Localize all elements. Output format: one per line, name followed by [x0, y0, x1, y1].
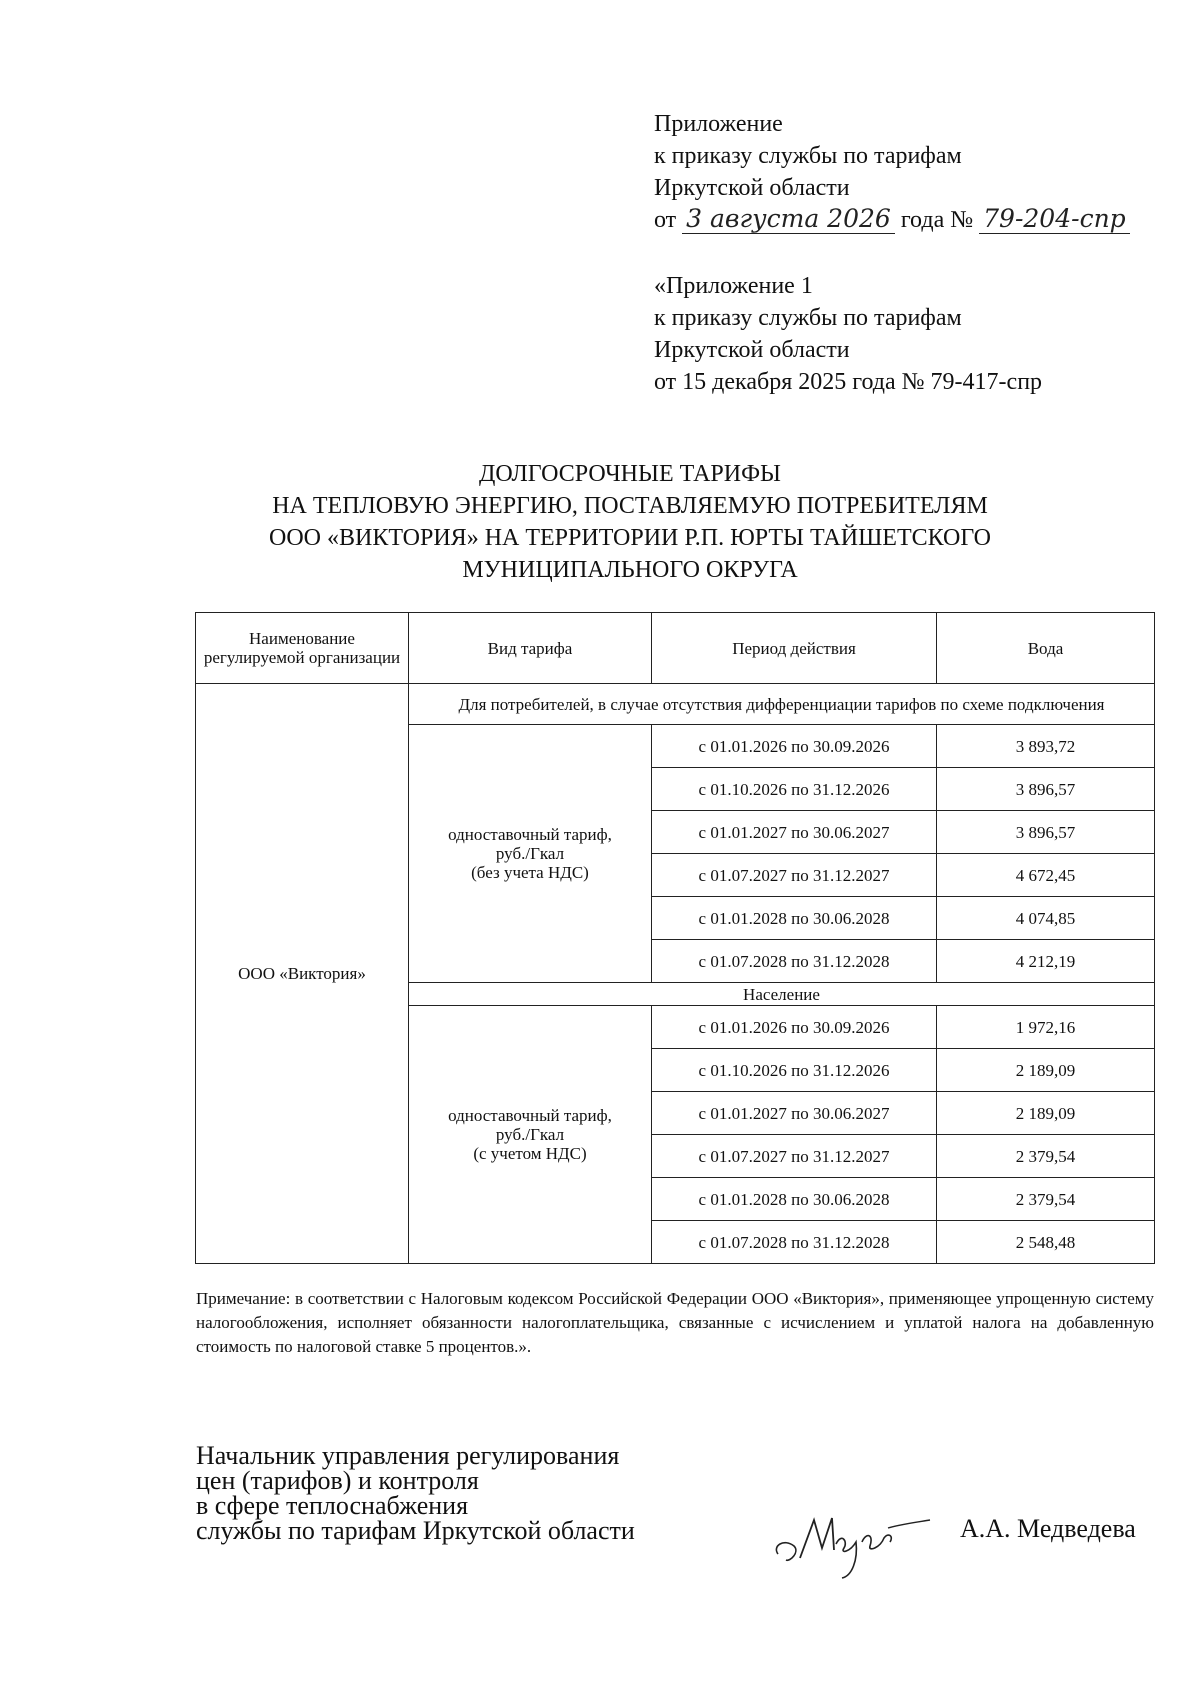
value-cell: 2 189,09: [937, 1092, 1155, 1135]
prev-annex-line-1: «Приложение 1: [654, 273, 813, 299]
period-cell: с 01.01.2026 по 30.09.2026: [652, 1006, 937, 1049]
handwritten-number-field: [979, 206, 1130, 234]
value-cell: 2 189,09: [937, 1049, 1155, 1092]
period-cell: с 01.01.2028 по 30.06.2028: [652, 1178, 937, 1221]
signer-line-2: цен (тарифов) и контроля: [196, 1466, 479, 1495]
handwritten-date-field: [682, 206, 895, 234]
value-cell: 4 212,19: [937, 940, 1155, 983]
signer-title: [196, 1443, 635, 1543]
tariff-type-cell-1: [409, 725, 652, 983]
tariff-type-2-line-2: руб./Гкал: [495, 1125, 565, 1144]
prev-annex-line-3: Иркутской области: [654, 337, 850, 363]
annex-line-2: к приказу службы по тарифам: [654, 143, 962, 169]
handwritten-number: 79-204-спр: [983, 204, 1126, 233]
period-cell: с 01.07.2027 по 31.12.2027: [652, 1135, 937, 1178]
header-period: Период действия: [652, 613, 937, 684]
document-title: [180, 458, 1080, 586]
prev-annex-line-2: к приказу службы по тарифам: [654, 305, 962, 331]
year-word: года №: [900, 207, 974, 233]
title-line-1: ДОЛГОСРОЧНЫЕ ТАРИФЫ: [479, 461, 781, 487]
header-organization: Наименование регулируемой организации: [196, 613, 409, 684]
group-label-2: Население: [409, 983, 1155, 1006]
tariffs-table: [195, 612, 1155, 1264]
value-cell: 1 972,16: [937, 1006, 1155, 1049]
period-cell: с 01.01.2027 по 30.06.2027: [652, 811, 937, 854]
annex-line-3: Иркутской области: [654, 175, 850, 201]
previous-annex-header: [654, 270, 1042, 398]
title-line-2: НА ТЕПЛОВУЮ ЭНЕРГИЮ, ПОСТАВЛЯЕМУЮ ПОТРЕБИТЕЛЯМ: [272, 493, 988, 519]
header-water: Вода: [937, 613, 1155, 684]
date-prefix: от: [654, 207, 677, 233]
value-cell: 3 896,57: [937, 811, 1155, 854]
tariff-type-2-line-3: (с учетом НДС): [473, 1144, 587, 1163]
period-cell: с 01.01.2026 по 30.09.2026: [652, 725, 937, 768]
period-cell: с 01.07.2028 по 31.12.2028: [652, 940, 937, 983]
prev-annex-line-4: от 15 декабря 2025 года № 79-417-спр: [654, 369, 1043, 395]
value-cell: 2 548,48: [937, 1221, 1155, 1264]
signer-line-1: Начальник управления регулирования: [196, 1441, 620, 1470]
value-cell: 3 896,57: [937, 768, 1155, 811]
organization-cell: ООО «Виктория»: [196, 684, 409, 1264]
annex-date-line: [654, 204, 1130, 236]
handwritten-signature: [770, 1502, 935, 1582]
tariff-type-1-line-1: одноставочный тариф,: [448, 825, 612, 844]
title-line-4: МУНИЦИПАЛЬНОГО ОКРУГА: [462, 557, 798, 583]
value-cell: 3 893,72: [937, 725, 1155, 768]
tariff-type-1-line-2: руб./Гкал: [495, 844, 565, 863]
value-cell: 4 672,45: [937, 854, 1155, 897]
handwritten-date: 3 августа 2026: [686, 204, 891, 233]
period-cell: с 01.01.2027 по 30.06.2027: [652, 1092, 937, 1135]
annex-line-1: Приложение: [654, 111, 783, 137]
signer-line-3: в сфере теплоснабжения: [196, 1491, 469, 1520]
value-cell: 4 074,85: [937, 897, 1155, 940]
header-tariff-type: Вид тарифа: [409, 613, 652, 684]
table-note: Примечание: в соответствии с Налоговым кодексом Российской Федерации ООО «Виктория», применяющее упрощенную систему налогообложения, исполняет обязанности налогоплательщика, связанные с исчислением и уплатой налога на добавленную стоимость по налоговой ставке 5 процентов.».: [196, 1289, 1154, 1356]
period-cell: с 01.01.2028 по 30.06.2028: [652, 897, 937, 940]
table-header-row: [196, 613, 1155, 684]
title-line-3: ООО «ВИКТОРИЯ» НА ТЕРРИТОРИИ Р.П. ЮРТЫ ТАЙШЕТСКОГО: [268, 525, 991, 551]
value-cell: 2 379,54: [937, 1178, 1155, 1221]
period-cell: с 01.10.2026 по 31.12.2026: [652, 768, 937, 811]
signer-name: А.А. Медведева: [960, 1514, 1136, 1543]
period-cell: с 01.07.2027 по 31.12.2027: [652, 854, 937, 897]
tariff-type-cell-2: [409, 1006, 652, 1264]
signer-line-4: службы по тарифам Иркутской области: [196, 1516, 635, 1545]
group-label-1: Для потребителей, в случае отсутствия дифференциации тарифов по схеме подключения: [409, 684, 1155, 725]
period-cell: с 01.10.2026 по 31.12.2026: [652, 1049, 937, 1092]
tariff-type-1-line-3: (без учета НДС): [471, 863, 589, 882]
tariff-type-2-line-1: одноставочный тариф,: [448, 1106, 612, 1125]
annex-header: [654, 108, 1130, 236]
group-row-1: [196, 684, 1155, 725]
period-cell: с 01.07.2028 по 31.12.2028: [652, 1221, 937, 1264]
value-cell: 2 379,54: [937, 1135, 1155, 1178]
